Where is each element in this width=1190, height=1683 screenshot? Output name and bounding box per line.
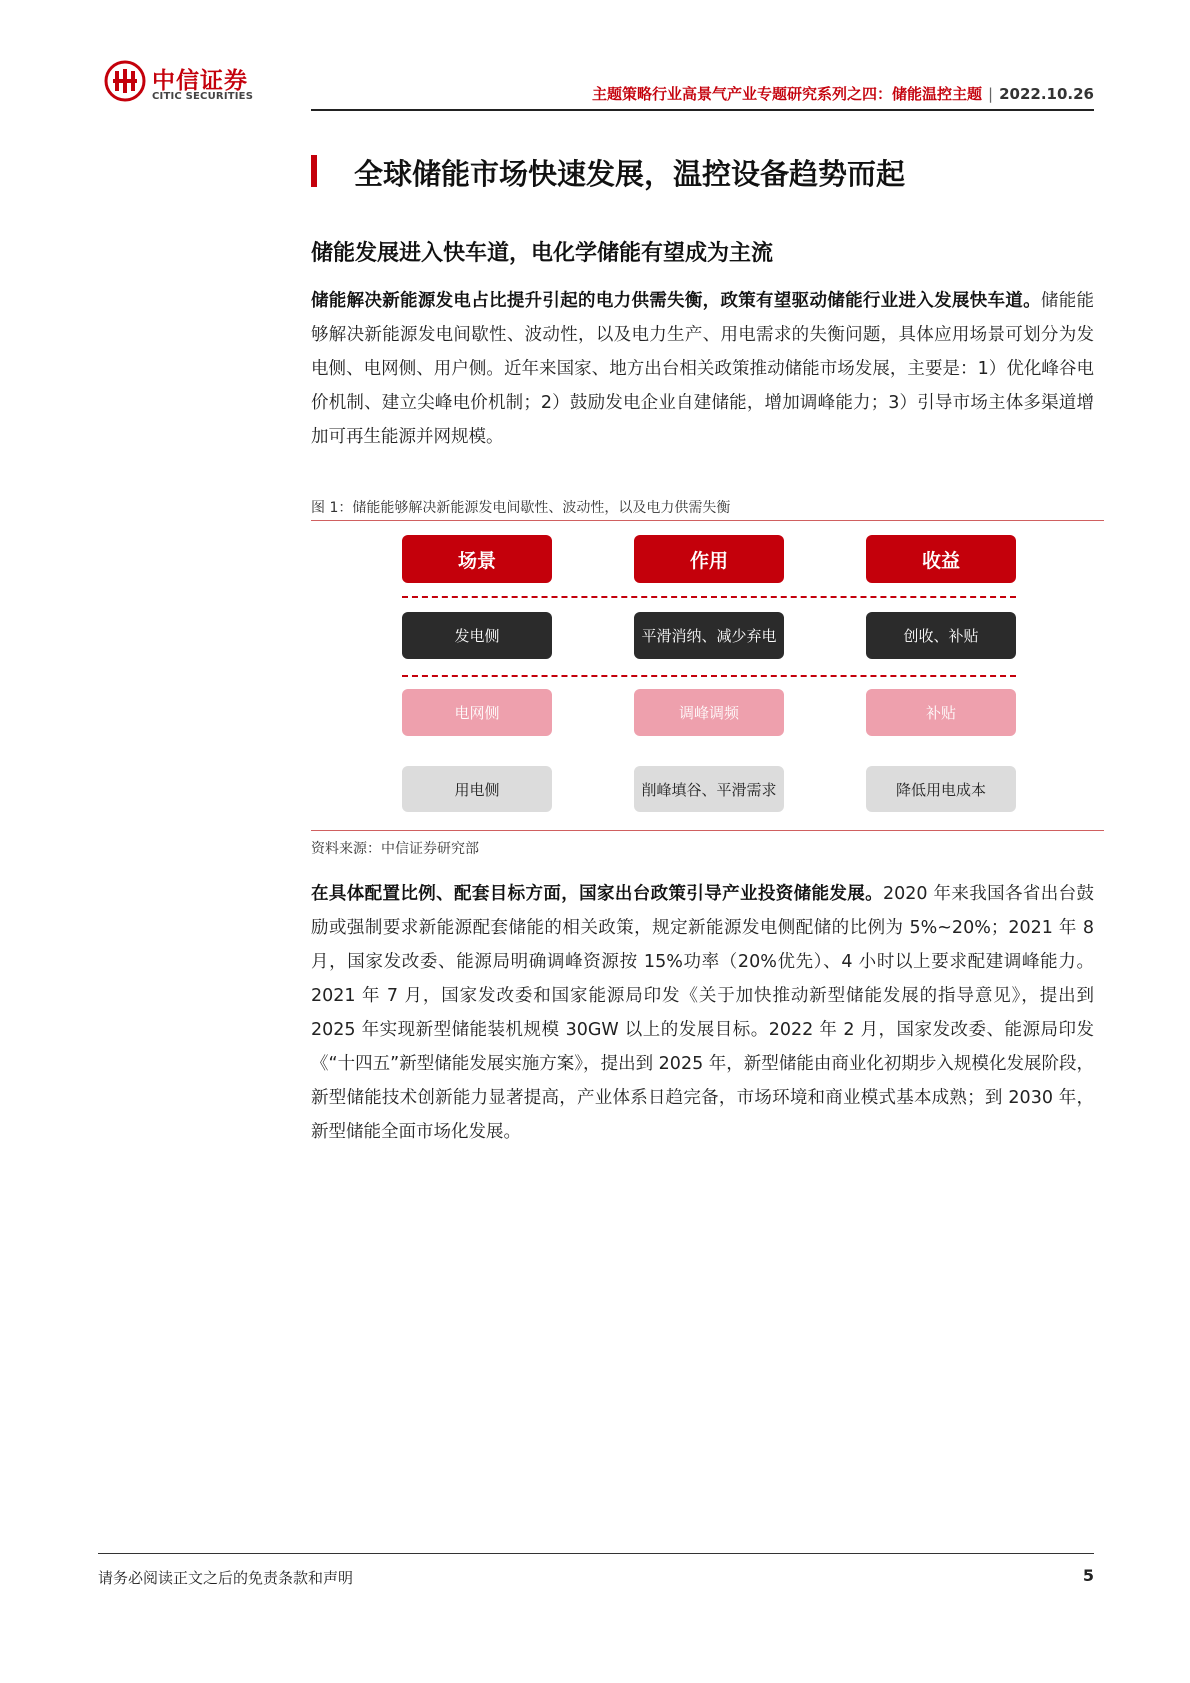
figure-header-function: 作用: [634, 535, 784, 583]
paragraph-1: [311, 284, 1094, 454]
report-title: 主题策略行业高景气产业专题研究系列之四：储能温控主题: [592, 85, 983, 103]
page-number: 5: [1082, 1566, 1094, 1585]
logo-text-en: CITIC SECURITIES: [152, 91, 254, 102]
figure-cell-grid-benefit: 补贴: [866, 689, 1016, 736]
figure-header-benefit: 收益: [866, 535, 1016, 583]
figure-source: 资料来源：中信证券研究部: [311, 841, 479, 857]
paragraph-2: [311, 877, 1094, 1149]
paragraph-2-body: 2020 年来我国各省出台鼓励或强制要求新能源配套储能的相关政策，规定新能源发电侧配储的比例为 5%~20%；2021 年 8 月，国家发改委、能源局明确调峰资源按 15%功率（20%优先）、4 小时以上要求配建调峰能力。2021 年 7 月，国家发改委和国家能源局印发《关于加快推动新型储能发展的指导意见》，提出到 2025 年实现新型储能装机规模 30GW 以上的发展目标。2022 年 2 月，国家发改委、能源局印发《“十四五”新型储能发展实施方案》，提出到 2025 年，新型储能由商业化初期步入规模化发展阶段，新型储能技术创新能力显著提高，产业体系日趋完备，市场环境和商业模式基本成熟；到 2030 年，新型储能全面市场化发展。: [311, 884, 1094, 1142]
figure-cell-grid-function: 调峰调频: [634, 689, 784, 736]
paragraph-1-body: 储能能够解决新能源发电间歇性、波动性，以及电力生产、用电需求的失衡问题，具体应用场景可划分为发电侧、电网侧、用户侧。近年来国家、地方出台相关政策推动储能市场发展，主要是：1）优化峰谷电价机制、建立尖峰电价机制；2）鼓励发电企业自建储能，增加调峰能力；3）引导市场主体多渠道增加可再生能源并网规模。: [311, 291, 1095, 447]
footer-disclaimer: 请务必阅读正文之后的免责条款和声明: [98, 1569, 354, 1587]
paragraph-1-lead: 储能解决新能源发电占比提升引起的电力供需失衡，政策有望驱动储能行业进入发展快车道。: [311, 291, 1041, 311]
figure-header-scenario: 场景: [402, 535, 552, 583]
report-header: [592, 83, 1094, 104]
figure-dashed-divider: [402, 675, 1016, 677]
section-subtitle: 储能发展进入快车道，电化学储能有望成为主流: [311, 241, 774, 266]
figure-bottom-rule: [311, 830, 1104, 831]
logo-text-cn: 中信证券: [152, 68, 248, 94]
citic-logo-icon: [104, 60, 146, 102]
figure-cell-user-side: 用电侧: [402, 766, 552, 812]
figure-dashed-divider: [402, 596, 1016, 598]
header-separator: |: [988, 85, 994, 103]
figure-top-rule: [311, 520, 1104, 521]
section-marker: [311, 155, 317, 187]
figure-cell-grid-side: 电网侧: [402, 689, 552, 736]
footer-divider: [98, 1553, 1094, 1554]
report-date: 2022.10.26: [999, 85, 1094, 103]
figure-cell-user-benefit: 降低用电成本: [866, 766, 1016, 812]
section-title: 全球储能市场快速发展，温控设备趋势而起: [354, 157, 906, 191]
paragraph-2-lead: 在具体配置比例、配套目标方面，国家出台政策引导产业投资储能发展。: [311, 884, 884, 904]
figure-caption: 图 1：储能能够解决新能源发电间歇性、波动性，以及电力供需失衡: [311, 500, 731, 516]
figure-cell-user-function: 削峰填谷、平滑需求: [634, 766, 784, 812]
figure-cell-generation-function: 平滑消纳、减少弃电: [634, 612, 784, 659]
figure-cell-generation-side: 发电侧: [402, 612, 552, 659]
figure-cell-generation-benefit: 创收、补贴: [866, 612, 1016, 659]
header-divider: [311, 109, 1094, 111]
